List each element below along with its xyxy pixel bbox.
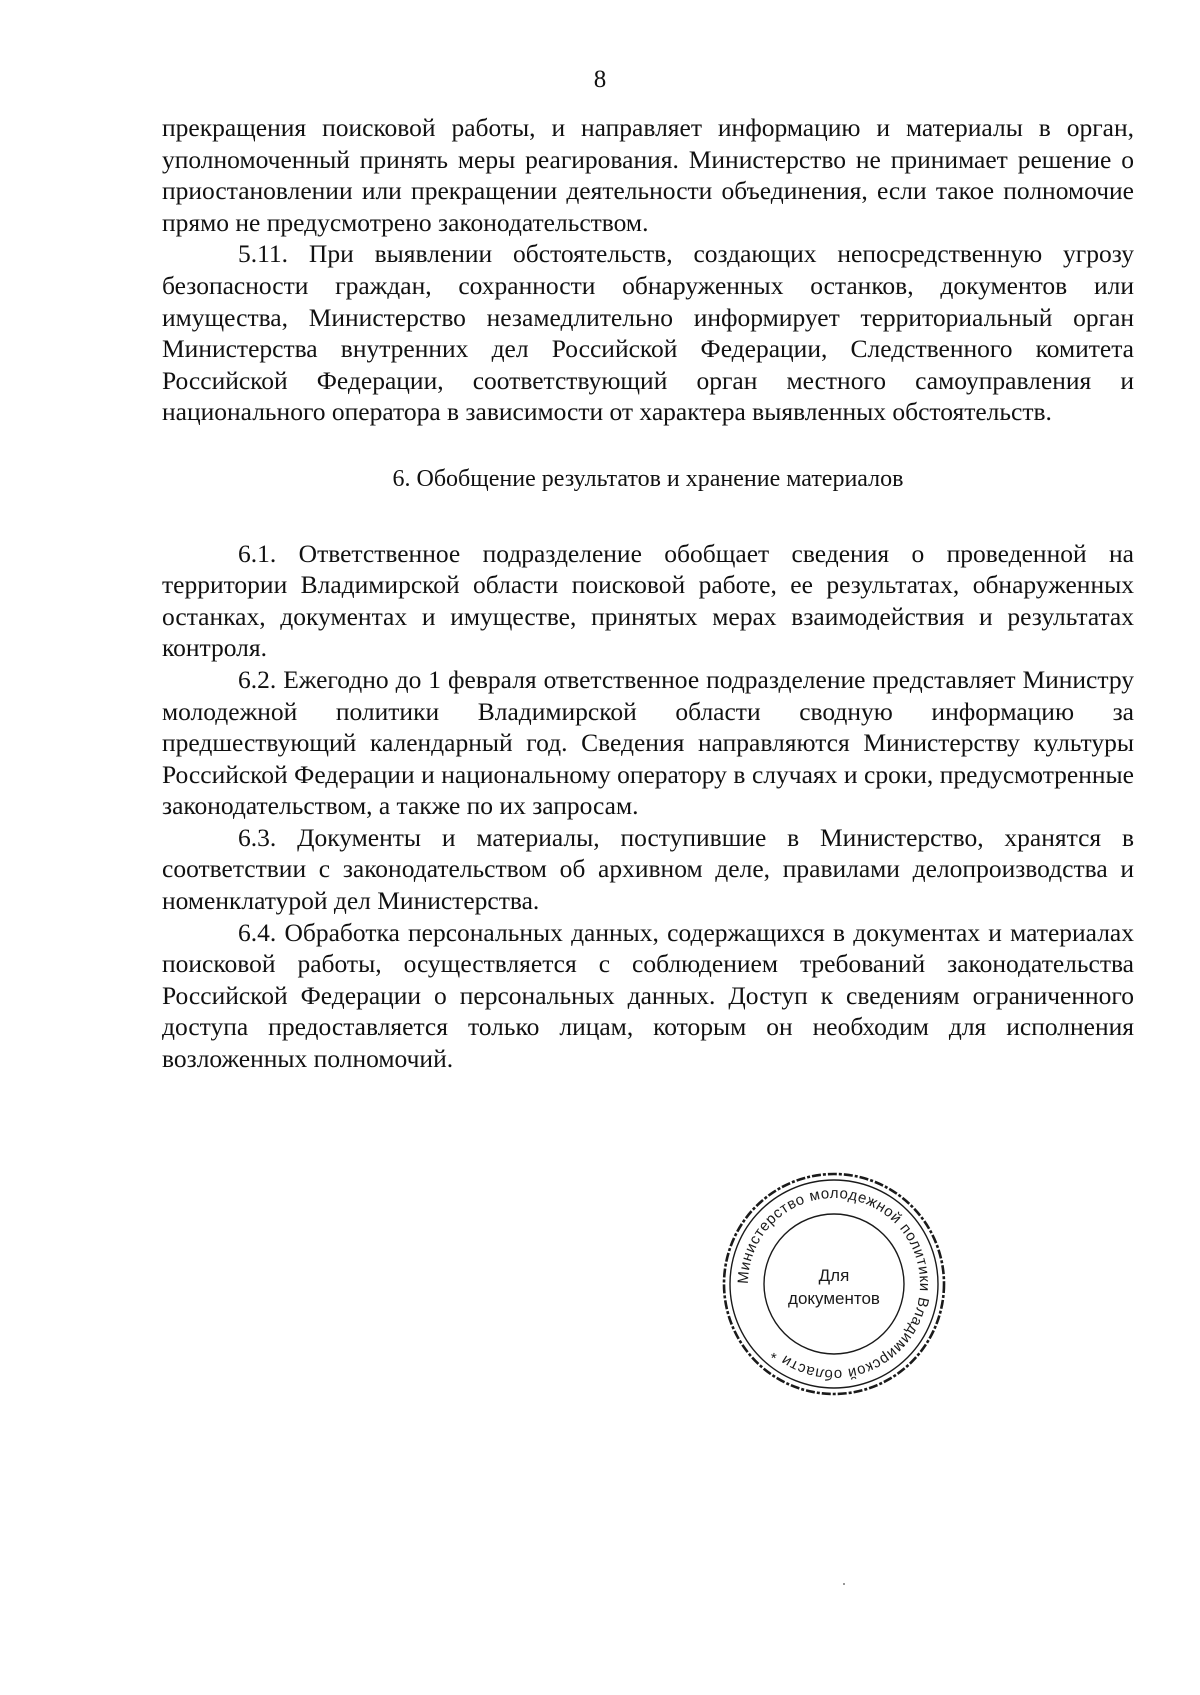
scan-speck xyxy=(843,1583,845,1585)
paragraph-6-2: 6.2. Ежегодно до 1 февраля ответственное подразделение представляет Министру молодежной политики Владимирской области сводную информацию за предшествующий календарный год. Сведения направляются Министерству культуры Российской Федерации и национальному оператору в случаях и сроки, предусмотренные законодательством, а также по их запросам. xyxy=(162,664,1134,821)
paragraph-6-1: 6.1. Ответственное подразделение обобщает сведения о проведенной на территории Владимирской области поисковой работе, ее результатах, обнаруженных останках, документах и имуществе, принятых мерах взаимодействия и результатах контроля. xyxy=(162,538,1134,663)
official-stamp xyxy=(718,1168,950,1400)
seal-center-line-1: Для xyxy=(818,1266,850,1285)
seal-ring-text: Министерство молодежной политики Владимирской области * xyxy=(734,1184,934,1384)
seal-center-line-2: документов xyxy=(788,1289,880,1308)
document-body xyxy=(162,112,1134,1075)
paragraph-6-4: 6.4. Обработка персональных данных, содержащихся в документах и материалах поисковой работы, осуществляется с соблюдением требований законодательства Российской Федерации о персональных данных. Доступ к сведениям ограниченного доступа предоставляется только лицам, которым он необходим для исполнения возложенных полномочий. xyxy=(162,917,1134,1074)
page-number: 8 xyxy=(593,66,607,93)
section-heading: 6. Обобщение результатов и хранение материалов xyxy=(392,465,904,492)
paragraph-continuation: прекращения поисковой работы, и направляет информацию и материалы в орган, уполномоченный принять меры реагирования. Министерство не принимает решение о приостановлении или прекращении деятельности объединения, если такое полномочие прямо не предусмотрено законодательством. xyxy=(162,113,1134,237)
paragraph-6-3: 6.3. Документы и материалы, поступившие в Министерство, хранятся в соответствии с законодательством об архивном деле, правилами делопроизводства и номенклатурой дел Министерства. xyxy=(162,822,1134,916)
paragraph-5-11: 5.11. При выявлении обстоятельств, создающих непосредственную угрозу безопасности граждан, сохранности обнаруженных останков, документов или имущества, Министерство незамедлительно информирует территориальный орган Министерства внутренних дел Российской Федерации, Следственного комитета Российской Федерации, соответствующий орган местного самоуправления и национального оператора в зависимости от характера выявленных обстоятельств. xyxy=(162,239,1134,427)
